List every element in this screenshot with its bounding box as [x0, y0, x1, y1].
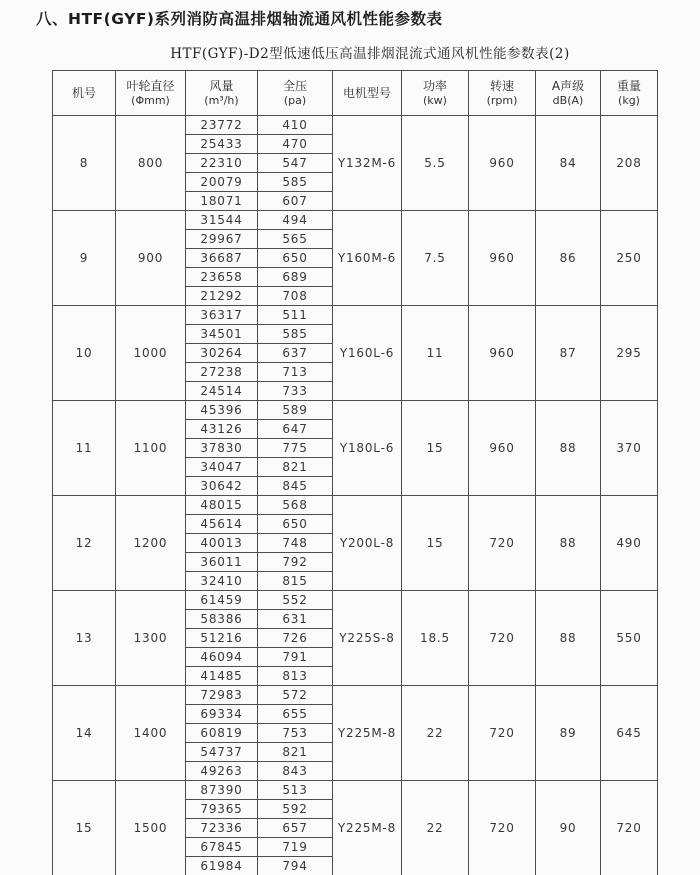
pressure-cell: 513 [258, 781, 333, 800]
machine-no-cell: 12 [53, 496, 116, 591]
motor-model-cell: Y225S-8 [333, 591, 402, 686]
machine-no-cell: 10 [53, 306, 116, 401]
pressure-cell: 585 [258, 173, 333, 192]
pressure-cell: 726 [258, 629, 333, 648]
airflow-cell: 34501 [186, 325, 258, 344]
pressure-cell: 791 [258, 648, 333, 667]
impeller-diameter-cell: 1100 [116, 401, 186, 496]
motor-model-cell: Y200L-8 [333, 496, 402, 591]
pressure-cell: 753 [258, 724, 333, 743]
column-header-6 [469, 71, 536, 116]
airflow-cell: 36317 [186, 306, 258, 325]
table-row [53, 211, 658, 230]
column-header-label: 转速 [489, 78, 514, 93]
pressure-cell: 708 [258, 287, 333, 306]
power-cell: 15 [402, 496, 469, 591]
motor-model-cell: Y160M-6 [333, 211, 402, 306]
table-row [53, 496, 658, 515]
pressure-cell: 589 [258, 401, 333, 420]
airflow-cell: 67845 [186, 838, 258, 857]
table-row [53, 686, 658, 705]
weight-cell: 490 [601, 496, 658, 591]
pressure-cell: 719 [258, 838, 333, 857]
pressure-cell: 410 [258, 116, 333, 135]
airflow-cell: 87390 [186, 781, 258, 800]
speed-cell: 960 [469, 211, 536, 306]
weight-cell: 550 [601, 591, 658, 686]
airflow-cell: 31544 [186, 211, 258, 230]
pressure-cell: 775 [258, 439, 333, 458]
airflow-cell: 54737 [186, 743, 258, 762]
power-cell: 15 [402, 401, 469, 496]
noise-level-cell: 84 [536, 116, 601, 211]
pressure-cell: 607 [258, 192, 333, 211]
airflow-cell: 23658 [186, 268, 258, 287]
column-header-unit: (kw) [423, 93, 447, 107]
fan-spec-table [52, 70, 658, 875]
noise-level-cell: 89 [536, 686, 601, 781]
speed-cell: 720 [469, 591, 536, 686]
speed-cell: 960 [469, 116, 536, 211]
airflow-cell: 72983 [186, 686, 258, 705]
pressure-cell: 511 [258, 306, 333, 325]
pressure-cell: 470 [258, 135, 333, 154]
airflow-cell: 61984 [186, 857, 258, 875]
pressure-cell: 845 [258, 477, 333, 496]
airflow-cell: 40013 [186, 534, 258, 553]
column-header-5 [402, 71, 469, 116]
pressure-cell: 565 [258, 230, 333, 249]
column-header-2 [186, 71, 258, 116]
motor-model-cell: Y225M-8 [333, 686, 402, 781]
noise-level-cell: 87 [536, 306, 601, 401]
column-header-label: 叶轮直径 [126, 78, 175, 93]
power-cell: 5.5 [402, 116, 469, 211]
pressure-cell: 792 [258, 553, 333, 572]
airflow-cell: 41485 [186, 667, 258, 686]
pressure-cell: 821 [258, 458, 333, 477]
airflow-cell: 37830 [186, 439, 258, 458]
impeller-diameter-cell: 1400 [116, 686, 186, 781]
table-row [53, 591, 658, 610]
pressure-cell: 733 [258, 382, 333, 401]
pressure-cell: 689 [258, 268, 333, 287]
airflow-cell: 34047 [186, 458, 258, 477]
airflow-cell: 36011 [186, 553, 258, 572]
column-header-label: A声级 [551, 78, 585, 93]
airflow-cell: 32410 [186, 572, 258, 591]
speed-cell: 720 [469, 686, 536, 781]
airflow-cell: 30642 [186, 477, 258, 496]
impeller-diameter-cell: 800 [116, 116, 186, 211]
airflow-cell: 51216 [186, 629, 258, 648]
machine-no-cell: 13 [53, 591, 116, 686]
impeller-diameter-cell: 1500 [116, 781, 186, 875]
airflow-cell: 25433 [186, 135, 258, 154]
speed-cell: 960 [469, 306, 536, 401]
pressure-cell: 813 [258, 667, 333, 686]
pressure-cell: 650 [258, 249, 333, 268]
airflow-cell: 43126 [186, 420, 258, 439]
machine-no-cell: 11 [53, 401, 116, 496]
pressure-cell: 650 [258, 515, 333, 534]
airflow-cell: 29967 [186, 230, 258, 249]
pressure-cell: 794 [258, 857, 333, 875]
column-header-unit: (pa) [283, 93, 307, 107]
airflow-cell: 45614 [186, 515, 258, 534]
weight-cell: 645 [601, 686, 658, 781]
noise-level-cell: 90 [536, 781, 601, 875]
power-cell: 18.5 [402, 591, 469, 686]
noise-level-cell: 88 [536, 401, 601, 496]
impeller-diameter-cell: 1200 [116, 496, 186, 591]
power-cell: 22 [402, 686, 469, 781]
weight-cell: 720 [601, 781, 658, 875]
table-subtitle: HTF(GYF)-D2型低速低压高温排烟混流式通风机性能参数表(2) [170, 46, 570, 62]
column-header-label: 功率 [422, 78, 447, 93]
column-header-unit: (rpm) [486, 93, 518, 107]
weight-cell: 208 [601, 116, 658, 211]
column-header-unit: (Φmm) [131, 93, 170, 107]
pressure-cell: 547 [258, 154, 333, 173]
airflow-cell: 21292 [186, 287, 258, 306]
airflow-cell: 60819 [186, 724, 258, 743]
airflow-cell: 23772 [186, 116, 258, 135]
pressure-cell: 647 [258, 420, 333, 439]
airflow-cell: 20079 [186, 173, 258, 192]
column-header-label: 机号 [71, 85, 96, 100]
pressure-cell: 585 [258, 325, 333, 344]
column-header-unit: (m³/h) [204, 93, 239, 107]
pressure-cell: 655 [258, 705, 333, 724]
machine-no-cell: 8 [53, 116, 116, 211]
pressure-cell: 631 [258, 610, 333, 629]
column-header-label: 重量 [616, 78, 641, 93]
airflow-cell: 18071 [186, 192, 258, 211]
airflow-cell: 46094 [186, 648, 258, 667]
speed-cell: 960 [469, 401, 536, 496]
column-header-3 [258, 71, 333, 116]
table-row [53, 781, 658, 800]
machine-no-cell: 9 [53, 211, 116, 306]
motor-model-cell: Y132M-6 [333, 116, 402, 211]
weight-cell: 250 [601, 211, 658, 306]
pressure-cell: 637 [258, 344, 333, 363]
pressure-cell: 494 [258, 211, 333, 230]
airflow-cell: 30264 [186, 344, 258, 363]
column-header-0 [53, 71, 116, 116]
impeller-diameter-cell: 1000 [116, 306, 186, 401]
pressure-cell: 821 [258, 743, 333, 762]
machine-no-cell: 15 [53, 781, 116, 875]
pressure-cell: 572 [258, 686, 333, 705]
column-header-label: 风量 [209, 78, 234, 93]
table-header-row [53, 71, 658, 116]
motor-model-cell: Y225M-8 [333, 781, 402, 875]
pressure-cell: 552 [258, 591, 333, 610]
airflow-cell: 27238 [186, 363, 258, 382]
column-header-label: 电机型号 [342, 85, 391, 100]
airflow-cell: 69334 [186, 705, 258, 724]
pressure-cell: 657 [258, 819, 333, 838]
pressure-cell: 568 [258, 496, 333, 515]
airflow-cell: 45396 [186, 401, 258, 420]
motor-model-cell: Y180L-6 [333, 401, 402, 496]
noise-level-cell: 86 [536, 211, 601, 306]
airflow-cell: 48015 [186, 496, 258, 515]
airflow-cell: 79365 [186, 800, 258, 819]
impeller-diameter-cell: 900 [116, 211, 186, 306]
page-title: 八、HTF(GYF)系列消防高温排烟轴流通风机性能参数表 [36, 10, 443, 28]
pressure-cell: 843 [258, 762, 333, 781]
noise-level-cell: 88 [536, 496, 601, 591]
table-row [53, 401, 658, 420]
weight-cell: 370 [601, 401, 658, 496]
power-cell: 7.5 [402, 211, 469, 306]
impeller-diameter-cell: 1300 [116, 591, 186, 686]
airflow-cell: 58386 [186, 610, 258, 629]
speed-cell: 720 [469, 781, 536, 875]
airflow-cell: 72336 [186, 819, 258, 838]
speed-cell: 720 [469, 496, 536, 591]
airflow-cell: 36687 [186, 249, 258, 268]
airflow-cell: 24514 [186, 382, 258, 401]
power-cell: 11 [402, 306, 469, 401]
table-row [53, 116, 658, 135]
column-header-4 [333, 71, 402, 116]
motor-model-cell: Y160L-6 [333, 306, 402, 401]
column-header-label: 全压 [282, 78, 307, 93]
table-row [53, 306, 658, 325]
pressure-cell: 592 [258, 800, 333, 819]
airflow-cell: 22310 [186, 154, 258, 173]
pressure-cell: 748 [258, 534, 333, 553]
airflow-cell: 49263 [186, 762, 258, 781]
table-body [53, 116, 658, 875]
pressure-cell: 815 [258, 572, 333, 591]
column-header-unit: (kg) [618, 93, 640, 107]
column-header-8 [601, 71, 658, 116]
noise-level-cell: 88 [536, 591, 601, 686]
column-header-1 [116, 71, 186, 116]
power-cell: 22 [402, 781, 469, 875]
column-header-7 [536, 71, 601, 116]
airflow-cell: 61459 [186, 591, 258, 610]
pressure-cell: 713 [258, 363, 333, 382]
machine-no-cell: 14 [53, 686, 116, 781]
column-header-unit: dB(A) [552, 93, 584, 107]
weight-cell: 295 [601, 306, 658, 401]
